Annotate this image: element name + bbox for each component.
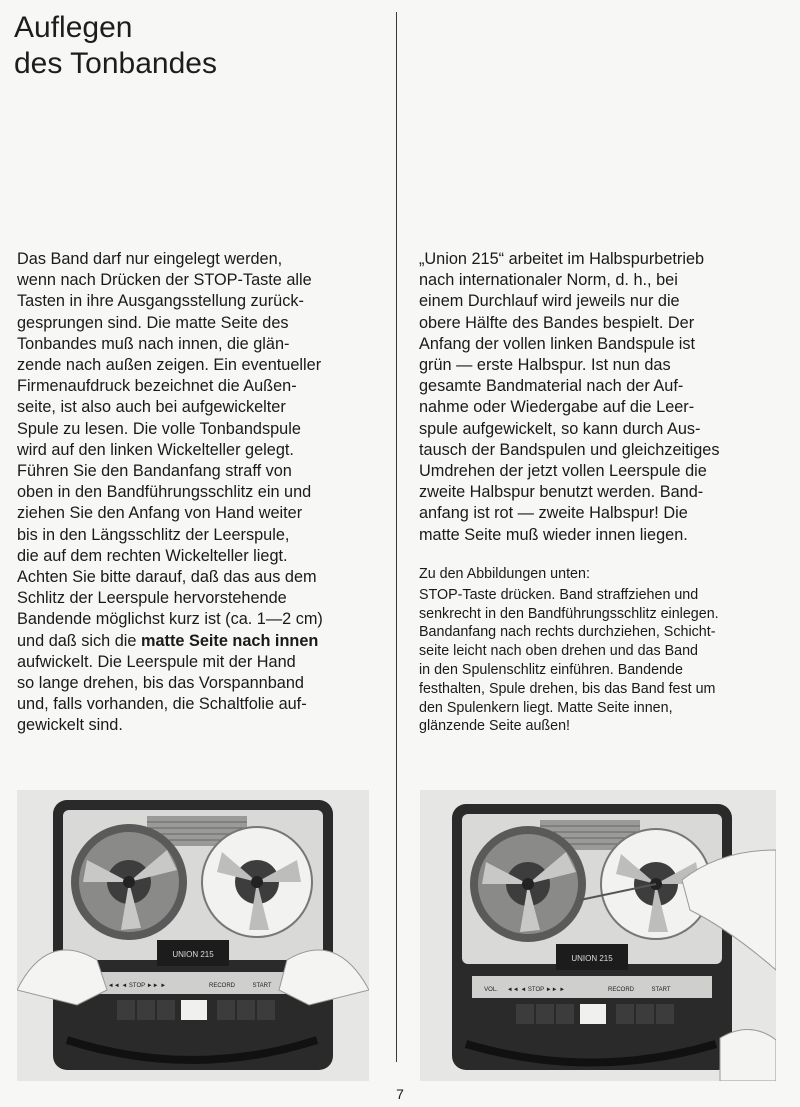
text-line: Tonbandes muß nach innen, die glän- xyxy=(17,334,290,353)
text-line: Umdrehen der jetzt vollen Leerspule die xyxy=(419,462,707,481)
text-line: matte Seite muß wieder innen liegen. xyxy=(419,525,688,544)
text-line: Tasten in ihre Ausgangsstellung zurück- xyxy=(17,292,304,311)
text-line: nahme oder Wiedergabe auf die Leer- xyxy=(419,398,695,417)
photo-tape-recorder-threading-left xyxy=(17,790,369,1081)
text-line: wenn nach Drücken der STOP-Taste alle xyxy=(17,271,312,290)
caption-heading: Zu den Abbildungen unten: xyxy=(419,566,590,582)
stop-label: ◄◄ ◄ STOP ►► ► xyxy=(107,983,167,989)
photo-tape-recorder-threading-right xyxy=(420,790,776,1081)
text-line: einem Durchlauf wird jeweils nur die xyxy=(419,292,680,311)
text-line: anfang ist rot — zweite Halbspur! Die xyxy=(419,504,688,523)
text-line: tausch der Bandspulen und gleichzeitiges xyxy=(419,440,720,459)
caption-line: senkrecht in den Bandführungsschlitz einlegen. xyxy=(419,605,719,622)
caption-line: glänzende Seite außen! xyxy=(419,718,571,735)
text-line: aufwickelt. Die Leerspule mit der Hand xyxy=(17,652,296,671)
caption-line: STOP-Taste drücken. Band straffziehen und xyxy=(419,586,699,603)
start-label: START xyxy=(651,987,671,993)
page-number: 7 xyxy=(396,1086,404,1102)
text-line: gesprungen sind. Die matte Seite des xyxy=(17,313,289,332)
record-label: RECORD xyxy=(607,987,635,993)
tape-recorder-illustration xyxy=(17,790,369,1081)
text-line: Führen Sie den Bandanfang straff von xyxy=(17,462,292,481)
text-line: gesamte Bandmaterial nach der Auf- xyxy=(419,377,684,396)
mode-switch xyxy=(181,1000,207,1020)
tape-recorder-illustration xyxy=(420,790,776,1081)
right-column-text xyxy=(419,249,720,546)
model-label: UNION 215 xyxy=(172,950,214,959)
text-line: Firmenaufdruck bezeichnet die Außen- xyxy=(17,377,297,396)
mode-switch xyxy=(580,1004,606,1024)
stop-label: ◄◄ ◄ STOP ►► ► xyxy=(506,987,566,993)
title-line-1: Auflegen xyxy=(14,11,133,44)
right-reel xyxy=(202,827,312,937)
text-line: nach internationaler Norm, d. h., bei xyxy=(419,271,678,290)
text-line: „Union 215“ arbeitet im Halbspurbetrieb xyxy=(419,250,705,268)
text-fragment: und daß sich die xyxy=(17,631,141,650)
left-reel xyxy=(470,826,586,942)
emphasis-matte-seite: matte Seite nach innen xyxy=(141,631,319,650)
caption-line: Bandanfang nach rechts durchziehen, Schicht- xyxy=(419,624,716,641)
left-column-text xyxy=(17,249,323,737)
text-line: gewickelt sind. xyxy=(17,716,123,735)
caption-line: seite leicht nach oben drehen und das Band xyxy=(419,643,698,660)
text-line: oben in den Bandführungsschlitz ein und xyxy=(17,483,312,502)
text-line: Achten Sie bitte darauf, daß das aus dem xyxy=(17,568,317,587)
text-line: bis in den Längsschlitz der Leerspule, xyxy=(17,525,290,544)
text-line: Spule zu lesen. Die volle Tonbandspule xyxy=(17,419,301,438)
text-line: Schlitz der Leerspule hervorstehende xyxy=(17,589,287,608)
text-line: Anfang der vollen linken Bandspule ist xyxy=(419,334,696,353)
text-line: zende nach außen zeigen. Ein eventueller xyxy=(17,356,322,375)
text-line: wird auf den linken Wickelteller gelegt. xyxy=(17,440,294,459)
caption-line: festhalten, Spule drehen, bis das Band fest um xyxy=(419,680,716,697)
caption-line: den Spulenkern liegt. Matte Seite innen, xyxy=(419,699,673,716)
record-label: RECORD xyxy=(208,983,236,989)
hand-lower xyxy=(720,1029,776,1081)
text-line: seite, ist also auch bei aufgewickelter xyxy=(17,398,286,417)
title-line-2: des Tonbandes xyxy=(14,47,217,80)
text-line: ziehen Sie den Anfang von Hand weiter xyxy=(17,504,303,523)
vol-label: VOL. xyxy=(484,987,498,993)
caption-line: in den Spulenschlitz einführen. Bandende xyxy=(419,661,683,678)
column-divider xyxy=(396,12,397,1062)
text-line: und, falls vorhanden, die Schaltfolie auf- xyxy=(17,695,307,714)
text-line: zweite Halbspur benutzt werden. Band- xyxy=(419,483,704,502)
text-line: die auf dem rechten Wickelteller liegt. xyxy=(17,546,288,565)
text-line: Bandende möglichst kurz ist (ca. 1—2 cm) xyxy=(17,610,323,629)
model-label: UNION 215 xyxy=(571,954,613,963)
text-line: so lange drehen, bis das Vorspannband xyxy=(17,674,304,693)
start-label: START xyxy=(252,983,272,989)
figure-caption xyxy=(419,565,719,736)
text-line: obere Hälfte des Bandes bespielt. Der xyxy=(419,313,695,332)
text-line: Das Band darf nur eingelegt werden, xyxy=(17,250,283,268)
text-line-with-emphasis xyxy=(17,631,323,652)
text-line: grün — erste Halbspur. Ist nun das xyxy=(419,356,671,375)
page-title xyxy=(14,10,217,82)
left-reel xyxy=(71,824,187,940)
text-line: spule aufgewickelt, so kann durch Aus- xyxy=(419,419,701,438)
